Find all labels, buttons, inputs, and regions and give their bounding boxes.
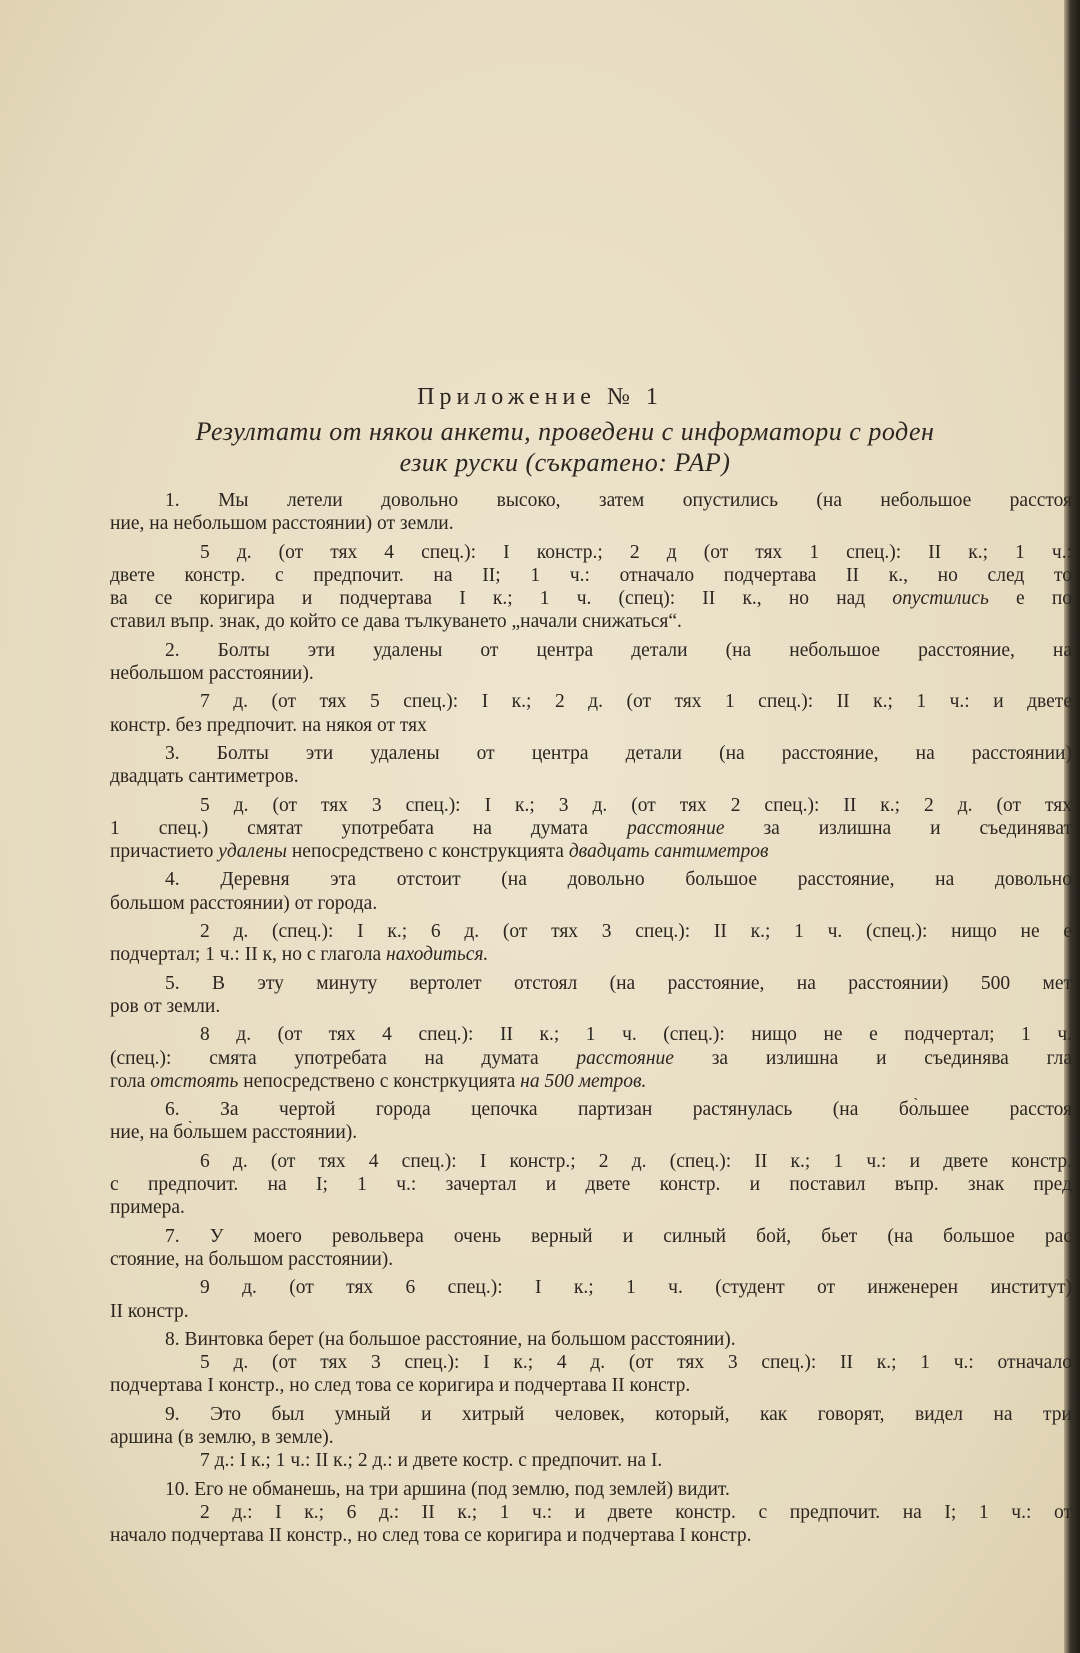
text-line <box>110 541 1072 564</box>
text-line <box>110 1023 1072 1046</box>
example-sentence <box>110 489 1072 536</box>
text-line <box>110 714 1072 737</box>
text-run: двете констр. с предпочит. на II; 1 ч.: отначало подчертава II к., но след то <box>110 564 1072 586</box>
text-run: 9. Это был умный и хитрый человек, который, как говорят, видел на три <box>165 1403 1072 1425</box>
text-line <box>110 742 1072 765</box>
text-line <box>110 1047 1072 1070</box>
appendix-subtitle <box>0 416 1080 478</box>
text-run: за излишна и съединява гла <box>673 1047 1072 1069</box>
text-run: 7 д. (от тях 5 спец.): I к.; 2 д. (от тях 1 спец.): II к.; 1 ч.: и двете <box>200 691 1072 713</box>
text-line <box>110 639 1072 662</box>
text-line <box>110 662 1072 685</box>
text-run: 5 д. (от тях 3 спец.): I к.; 3 д. (от тях 2 спец.): II к.; 2 д. (от тях <box>200 794 1072 816</box>
text-run: 6 д. (от тях 4 спец.): I констр.; 2 д. (спец.): II к.; 1 ч.: и двете констр. <box>200 1150 1072 1172</box>
text-line <box>110 1225 1072 1248</box>
text-run: 2 д. (спец.): I к.; 6 д. (от тях 3 спец.): II к.; 1 ч. (спец.): нищо не е <box>200 921 1072 943</box>
example-sentence <box>110 1403 1072 1450</box>
text-line <box>110 1328 1072 1351</box>
text-run: 5 д. (от тях 3 спец.): I к.; 4 д. (от тях 3 спец.): II к.; 1 ч.: отначало <box>200 1352 1072 1374</box>
informant-responses <box>110 920 1072 967</box>
text-run: ва се коригира и подчертава I к.; 1 ч. (спец): II к., но над <box>110 588 893 610</box>
text-line <box>110 868 1072 891</box>
text-run: за излишна и съединяват <box>724 817 1072 839</box>
text-line <box>110 892 1072 915</box>
text-line <box>110 690 1072 713</box>
example-sentence <box>110 742 1072 789</box>
informant-responses <box>110 1351 1072 1398</box>
text-line <box>110 1173 1072 1196</box>
example-sentence <box>110 868 1072 915</box>
text-run: большом расстоянии) от города. <box>110 892 378 914</box>
text-line <box>110 995 1072 1018</box>
example-sentence <box>110 1478 1072 1501</box>
text-run: двадцать сантиметров. <box>110 766 299 788</box>
italic-text-run: отстоять <box>150 1070 239 1092</box>
text-run: II констр. <box>110 1300 189 1322</box>
informant-responses <box>110 1023 1072 1093</box>
text-run: 7 д.: I к.; 1 ч.: II к.; 2 д.: и двете костр. с предпочит. на I. <box>200 1450 663 1472</box>
text-line <box>110 817 1072 840</box>
text-line <box>110 1098 1072 1121</box>
text-line <box>110 1501 1072 1524</box>
example-sentence <box>110 639 1072 686</box>
text-line <box>110 1070 1072 1093</box>
italic-text-run: расстояние <box>626 817 725 839</box>
text-run: 6. За чертой города цепочка партизан растянулась (на бо̀льшее расстоя <box>165 1099 1072 1121</box>
example-sentence <box>110 1098 1072 1145</box>
text-run: примера. <box>110 1197 185 1219</box>
informant-responses <box>110 794 1072 864</box>
text-line <box>110 587 1072 610</box>
text-run: е по <box>988 588 1072 610</box>
text-line <box>110 943 1072 966</box>
text-run: 5 д. (от тях 4 спец.): I констр.; 2 д (от тях 1 спец.): II к.; 1 ч.: <box>200 541 1072 563</box>
italic-text-run: опустились <box>892 588 989 610</box>
survey-results-body <box>110 484 1072 1547</box>
text-line <box>110 1426 1072 1449</box>
text-line <box>110 1248 1072 1271</box>
text-line <box>110 564 1072 587</box>
text-line <box>110 1276 1072 1299</box>
italic-text-run: находиться. <box>386 944 489 966</box>
informant-responses <box>110 1150 1072 1220</box>
text-run: непосредствено с конструкцията <box>287 841 569 863</box>
italic-text-run: удалены <box>218 841 287 863</box>
text-line <box>110 794 1072 817</box>
text-run: 1. Мы летели довольно высоко, затем опустились (на небольшое расстоя <box>165 490 1072 511</box>
text-line <box>110 610 1072 633</box>
italic-text-run: расстояние <box>576 1047 674 1069</box>
text-run: 4. Деревня эта отстоит (на довольно большое расстояние, на довольно <box>165 869 1072 891</box>
text-run: 1 спец.) смятат употребата на думата <box>110 817 627 839</box>
text-line <box>110 1478 1072 1501</box>
example-sentence <box>110 972 1072 1019</box>
subtitle-line: език руски (съкратено: РАР) <box>399 448 731 477</box>
text-run: (спец.): смята употребата на думата <box>110 1047 577 1069</box>
appendix-heading: Приложение № 1 <box>417 384 663 410</box>
subtitle-line: Резултати от някои анкети, проведени с информатори с роден <box>195 417 935 446</box>
text-run: 10. Его не обманешь, на три аршина (под землю, под землей) видит. <box>165 1478 730 1500</box>
italic-text-run: на 500 метров. <box>520 1070 647 1092</box>
text-run: 5. В эту минуту вертолет отстоял (на расстояние, на расстоянии) 500 мет <box>165 972 1072 994</box>
text-run: начало подчертава II констр., но след това се коригира и подчертава I констр. <box>110 1525 752 1547</box>
informant-responses <box>110 541 1072 634</box>
text-run: 8 д. (от тях 4 спец.): II к.; 1 ч. (спец.): нищо не е подчертал; 1 ч. <box>200 1024 1072 1046</box>
text-line <box>110 972 1072 995</box>
text-run: подчертал; 1 ч.: II к, но с глагола <box>110 944 387 966</box>
example-sentence <box>110 1328 1072 1351</box>
text-run: аршина (в землю, в земле). <box>110 1426 334 1448</box>
text-line <box>110 1300 1072 1323</box>
example-sentence <box>110 1225 1072 1272</box>
text-run: причастието <box>110 841 219 863</box>
text-run: 2 д.: I к.; 6 д.: II к.; 1 ч.: и двете констр. с предпочит. на I; 1 ч.: от <box>200 1501 1072 1523</box>
text-line <box>110 1449 1072 1472</box>
text-run: с предпочит. на I; 1 ч.: зачертал и двете констр. и поставил въпр. знак пред <box>110 1174 1072 1196</box>
informant-responses <box>110 1276 1072 1323</box>
text-line <box>110 489 1072 512</box>
text-run: ние, на бо̀льшем расстоянии). <box>110 1122 358 1144</box>
text-run: небольшом расстоянии). <box>110 663 314 685</box>
informant-responses <box>110 1501 1072 1548</box>
text-run: непосредствено с констркуцията <box>238 1070 521 1092</box>
text-run: стояние, на большом расстоянии). <box>110 1248 394 1270</box>
text-run: 8. Винтовка берет (на большое расстояние, на большом расстоянии). <box>165 1328 736 1350</box>
text-line <box>110 1351 1072 1374</box>
text-run: ставил въпр. знак, до който се дава тълкуването „начали снижаться“. <box>110 611 682 633</box>
text-line <box>110 1374 1072 1397</box>
text-line <box>110 512 1072 535</box>
informant-responses <box>110 1449 1072 1472</box>
text-run: 2. Болты эти удалены от центра детали (на небольшое расстояние, на <box>165 639 1072 661</box>
text-line <box>110 1403 1072 1426</box>
text-line <box>110 1121 1072 1144</box>
text-run: 9 д. (от тях 6 спец.): I к.; 1 ч. (студент от инженерен институт) <box>200 1277 1072 1299</box>
italic-text-run: двадцать сантиметров <box>568 841 769 863</box>
text-run: подчертава I констр., но след това се коригира и подчертава II констр. <box>110 1375 691 1397</box>
text-run: 7. У моего револьвера очень верный и силный бой, бьет (на большое рас <box>165 1225 1072 1247</box>
text-run: ров от земли. <box>110 995 221 1017</box>
text-line <box>110 1150 1072 1173</box>
text-run: гола <box>110 1070 151 1092</box>
text-line <box>110 1524 1072 1547</box>
text-run: 3. Болты эти удалены от центра детали (на расстояние, на расстоянии) <box>165 742 1072 764</box>
text-run: констр. без предпочит. на някоя от тях <box>110 714 427 736</box>
informant-responses <box>110 690 1072 737</box>
text-line <box>110 1196 1072 1219</box>
text-line <box>110 840 1072 863</box>
text-run: ние, на небольшом расстоянии) от земли. <box>110 513 454 535</box>
text-line <box>110 920 1072 943</box>
text-line <box>110 765 1072 788</box>
